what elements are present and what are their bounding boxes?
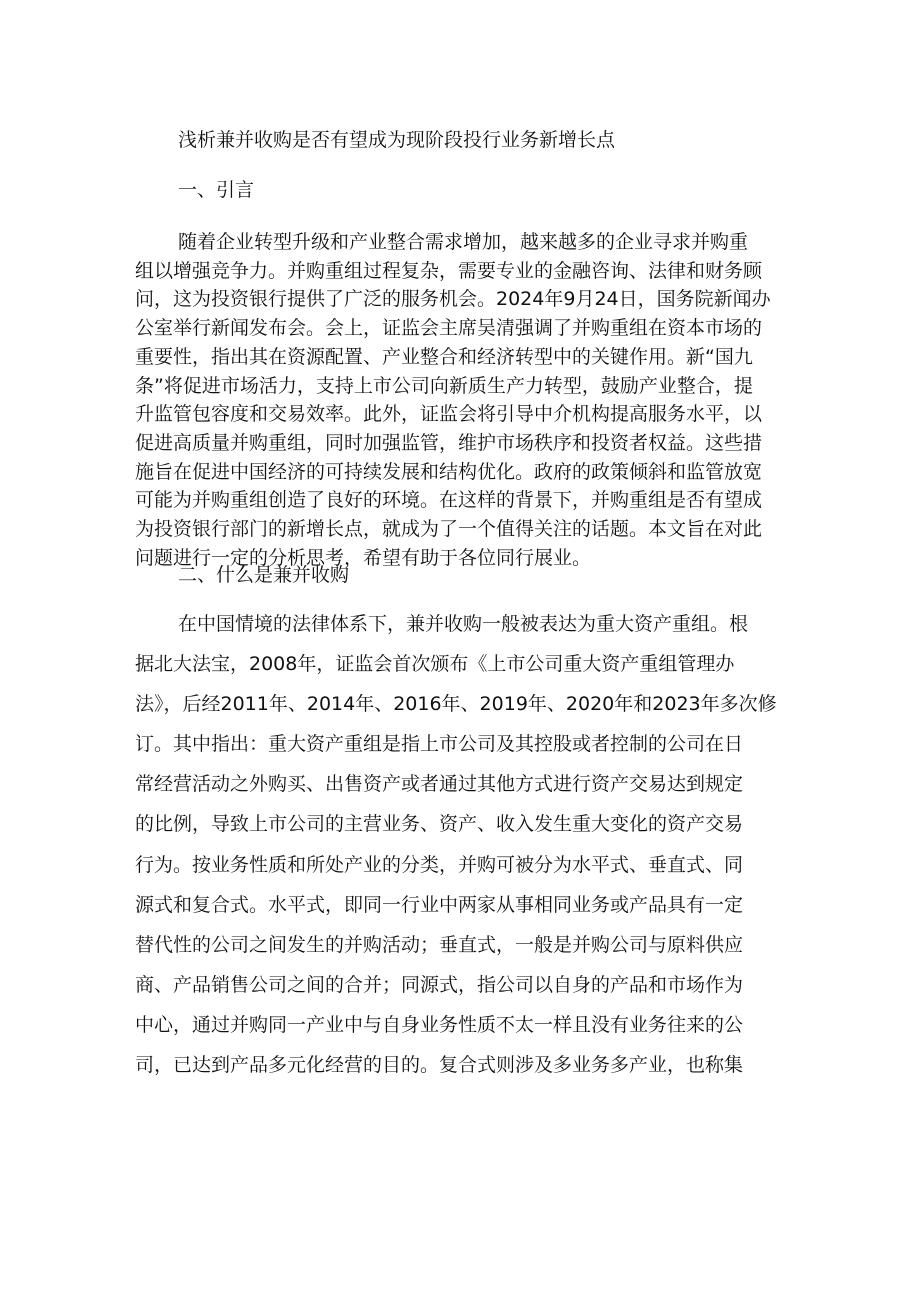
paragraph-line: 升监管包容度和交易效率。此外，证监会将引导中介机构提高服务水平，以 xyxy=(135,403,763,426)
paragraph-line: 重要性，指出其在资源配置、产业整合和经济转型中的关键作用。新“国九 xyxy=(135,345,753,368)
paragraph-line: 的比例，导致上市公司的主营业务、资产、收入发生重大变化的资产交易 xyxy=(135,813,744,836)
paragraph-line: 法》，后经2011年、2014年、2016年、2019年、2020年和2023年多次修 xyxy=(135,693,777,716)
paragraph-line: 在中国情境的法律体系下，兼并收购一般被表达为重大资产重组。根 xyxy=(178,613,749,635)
paragraph-line: 组以增强竞争力。并购重组过程复杂，需要专业的金融咨询、法律和财务顾 xyxy=(135,259,763,282)
paragraph-line: 公室举行新闻发布会。会上，证监会主席吴清强调了并购重组在资本市场的 xyxy=(135,317,763,340)
paragraph-line: 问，这为投资银行提供了广泛的服务机会。2024年9月24日，国务院新闻办 xyxy=(135,288,771,311)
paragraph-line: 施旨在促进中国经济的可持续发展和结构优化。政府的政策倾斜和监管放宽 xyxy=(135,460,763,483)
paragraph-line: 司，已达到产品多元化经营的目的。复合式则涉及多业务多产业，也称集 xyxy=(135,1054,744,1077)
paragraph-line: 为投资银行部门的新增长点，就成为了一个值得关注的话题。本文旨在对此 xyxy=(135,518,763,541)
paragraph-line: 促进高质量并购重组，同时加强监管，维护市场秩序和投资者权益。这些措 xyxy=(135,431,763,454)
document-title: 浅析兼并收购是否有望成为现阶段投行业务新增长点 xyxy=(178,129,616,151)
paragraph-introduction xyxy=(135,228,787,572)
paragraph-line: 订。其中指出：重大资产重组是指上市公司及其控股或者控制的公司在日 xyxy=(135,733,744,756)
paragraph-line: 可能为并购重组创造了良好的环境。在这样的背景下，并购重组是否有望成 xyxy=(135,489,763,512)
paragraph-line: 行为。按业务性质和所处产业的分类，并购可被分为水平式、垂直式、同 xyxy=(135,853,744,876)
section-heading-introduction: 一、引言 xyxy=(178,179,255,201)
paragraph-line: 中心，通过并购同一产业中与自身业务性质不太一样且没有业务往来的公 xyxy=(135,1013,744,1036)
paragraph-line: 源式和复合式。水平式，即同一行业中两家从事相同业务或产品具有一定 xyxy=(135,893,744,916)
paragraph-line: 随着企业转型升级和产业整合需求增加，越来越多的企业寻求并购重 xyxy=(178,231,749,253)
paragraph-line: 条”将促进市场活力，支持上市公司向新质生产力转型，鼓励产业整合，提 xyxy=(135,374,753,397)
paragraph-line: 据北大法宝，2008年，证监会首次颁布《上市公司重大资产重组管理办 xyxy=(135,653,735,676)
paragraph-what-is-ma xyxy=(135,604,787,1085)
section-heading-what-is-ma: 二、什么是兼并收购 xyxy=(178,564,350,586)
paragraph-line: 常经营活动之外购买、出售资产或者通过其他方式进行资产交易达到规定 xyxy=(135,773,744,796)
paragraph-line: 商、产品销售公司之间的合并；同源式，指公司以自身的产品和市场作为 xyxy=(135,973,744,996)
paragraph-line: 替代性的公司之间发生的并购活动；垂直式，一般是并购公司与原料供应 xyxy=(135,933,744,956)
paragraph-line: 问题进行一定的分析思考，希望有助于各位同行展业。 xyxy=(135,546,592,569)
